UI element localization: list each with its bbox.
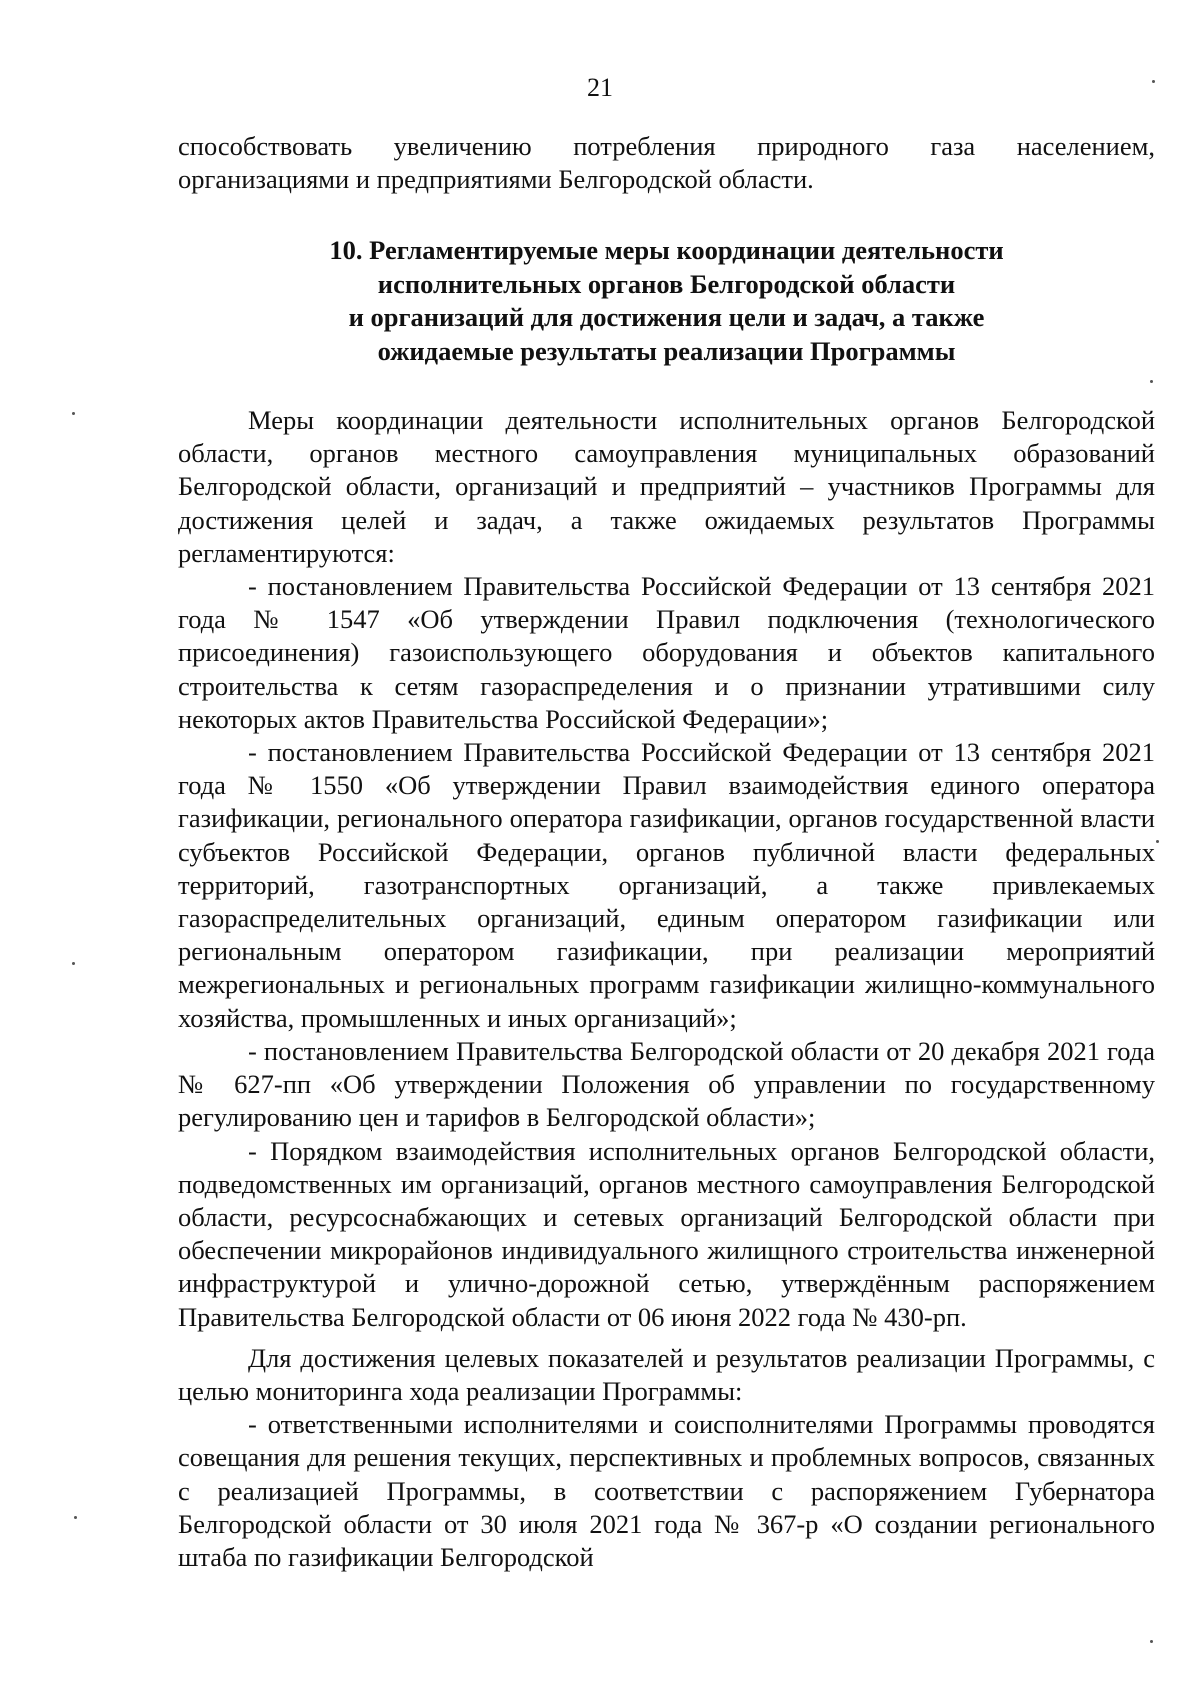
page-content — [178, 130, 1155, 1574]
scan-speck — [1150, 380, 1153, 383]
scan-speck — [1150, 1640, 1153, 1643]
scan-speck — [72, 412, 75, 415]
section-heading-line-1: 10. Регламентируемые меры координации деятельности — [329, 235, 1004, 266]
list-item-resolution-627: - постановлением Правительства Белгородской области от 20 декабря 2021 года № 627-пп «Об утверждении Положения об управлении по государственному регулированию цен и тарифов в Белгородской области»; — [178, 1035, 1155, 1133]
list-item-meetings: - ответственными исполнителями и соисполнителями Программы проводятся совещания для решения текущих, перспективных и проблемных вопросов, связанных с реализацией Программы, в соответствии с распоряжением Губернатора Белгородской области от 30 июля 2021 года № 367-р «О создании регионального штаба по газификации Белгородской — [178, 1409, 1155, 1572]
list-item-resolution-1550: - постановлением Правительства Российской Федерации от 13 сентября 2021 года № 1550 «Об утверждении Правил взаимодействия единого оператора газификации, регионального оператора газификации, органов государственной власти субъектов Российской Федерации, органов публичной власти федеральных территорий, газотранспортных организаций, а также привлекаемых газораспределительных организаций, единым оператором газификации или региональным оператором газификации, при реализации мероприятий межрегиональных и региональных программ газификации жилищно-коммунального хозяйства, промышленных и иных организаций»; — [178, 737, 1155, 1033]
section-heading — [178, 234, 1155, 368]
paragraph-monitoring: Для достижения целевых показателей и результатов реализации Программы, с целью мониторинга хода реализации Программы: — [178, 1342, 1155, 1406]
section-heading-line-2: исполнительных органов Белгородской области — [377, 268, 956, 299]
section-heading-line-4: ожидаемые результаты реализации Программы — [377, 335, 956, 366]
page-number: 21 — [587, 73, 613, 102]
paragraph-coordination-measures: Меры координации деятельности исполнительных органов Белгородской области, органов местного самоуправления муниципальных образований Белгородской области, организаций и предприятий – участников Программы для достижения целей и задач, а также ожидаемых результатов Программы регламентируются: — [178, 405, 1155, 568]
list-item-resolution-1547: - постановлением Правительства Российской Федерации от 13 сентября 2021 года № 1547 «Об утверждении Правил подключения (технологического присоединения) газоиспользующего оборудования и объектов капитального строительства к сетям газораспределения и о признании утратившими силу некоторых актов Правительства Российской Федерации»; — [178, 571, 1155, 734]
scan-speck — [1156, 840, 1159, 843]
scan-speck — [72, 962, 75, 965]
list-item-procedure-430: - Порядком взаимодействия исполнительных органов Белгородской области, подведомственных им организаций, органов местного самоуправления Белгородской области, ресурсоснабжающих и сетевых организаций Белгородской области при обеспечении микрорайонов индивидуального жилищного строительства инженерной инфраструктурой и улично-дорожной сетью, утверждённым распоряжением Правительства Белгородской области от 06 июня 2022 года № 430-рп. — [178, 1135, 1155, 1332]
scan-speck — [1152, 80, 1155, 83]
scan-speck — [74, 1516, 77, 1519]
intro-paragraph: способствовать увеличению потребления природного газа населением, организациями и предприятиями Белгородской области. — [178, 131, 1155, 195]
section-heading-line-3: и организаций для достижения цели и задач, а также — [348, 302, 985, 333]
